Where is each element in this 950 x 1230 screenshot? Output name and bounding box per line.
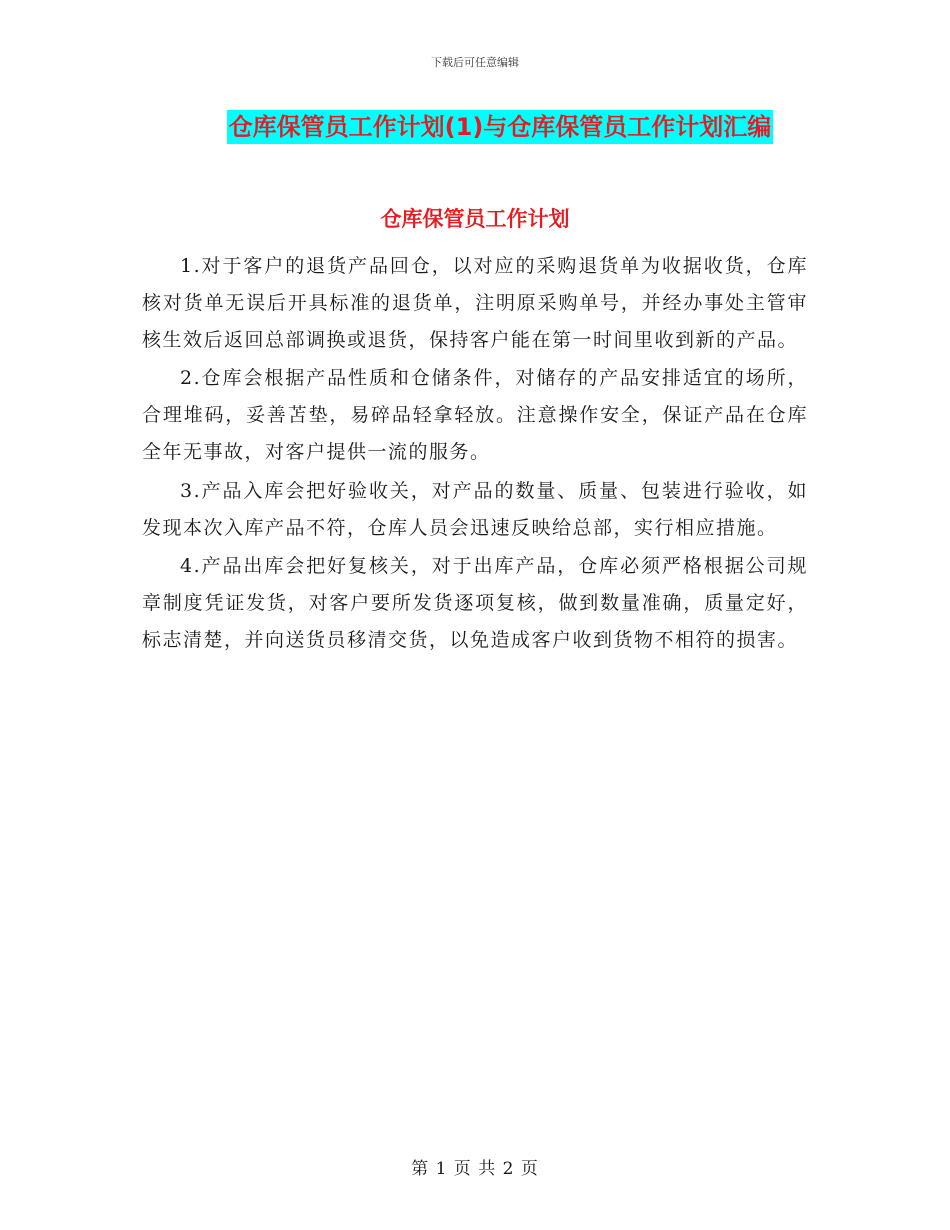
header-note: 下载后可任意编辑 xyxy=(431,56,519,69)
paragraph-4: 4.产品出库会把好复核关，对于出库产品，仓库必须严格根据公司规章制度凭证发货，对客户要所发货逐项复核，做到数量准确，质量定好，标志清楚，并向送货员移清交货，以免造成客户收到货物不相符的损害。 xyxy=(142,555,808,651)
paragraph-1: 1.对于客户的退货产品回仓，以对应的采购退货单为收据收货，仓库核对货单无误后开具标准的退货单，注明原采购单号，并经办事处主管审核生效后返回总部调换或退货，保持客户能在第一时间里收到新的产品。 xyxy=(142,255,808,351)
section-title: 仓库保管员工作计划 xyxy=(380,207,570,231)
document-title: 仓库保管员工作计划(1)与仓库保管员工作计划汇编 xyxy=(227,110,774,144)
paragraph-2: 2.仓库会根据产品性质和仓储条件，对储存的产品安排适宜的场所，合理堆码，妥善苫垫，易碎品轻拿轻放。注意操作安全，保证产品在仓库全年无事故，对客户提供一流的服务。 xyxy=(142,367,808,463)
document-body xyxy=(142,248,808,661)
page-footer: 第 1 页 共 2 页 xyxy=(411,1159,539,1179)
document-title-container xyxy=(0,110,950,144)
paragraph-3: 3.产品入库会把好验收关，对产品的数量、质量、包装进行验收，如发现本次入库产品不符，仓库人员会迅速反映给总部，实行相应措施。 xyxy=(142,479,808,539)
